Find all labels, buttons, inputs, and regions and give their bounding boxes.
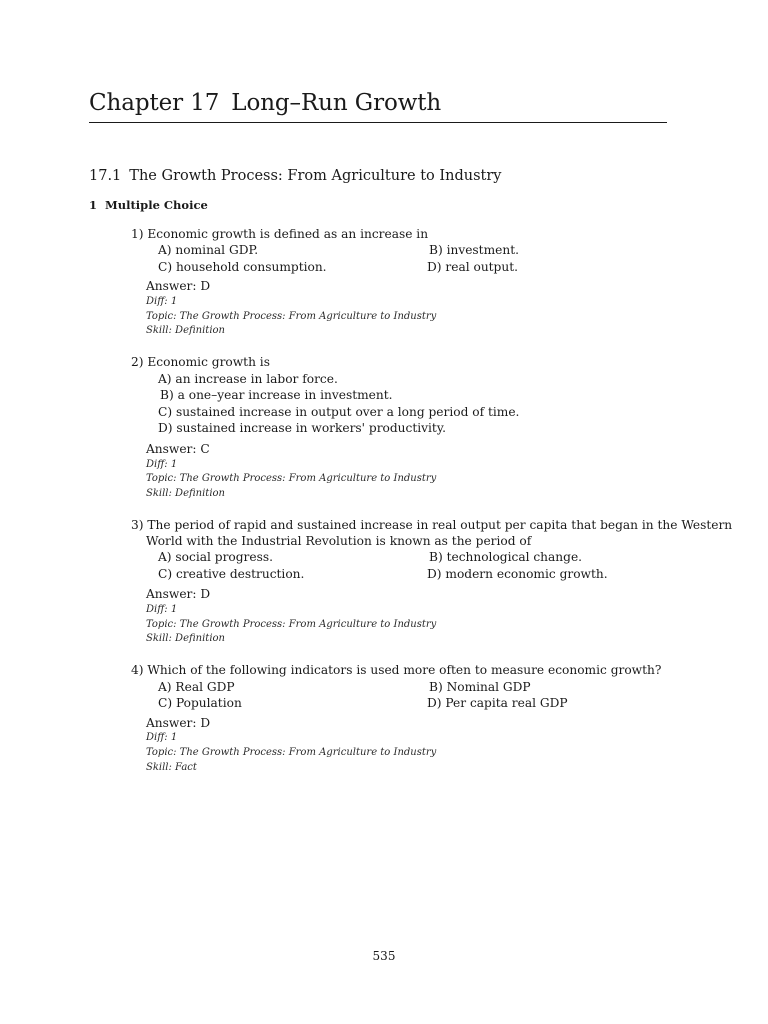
question-stem: 4) Which of the following indicators is used more often to measure economic growth?	[131, 663, 662, 677]
page-number: 535	[372, 949, 396, 963]
option-c: C) household consumption.	[158, 260, 327, 274]
option-b: B) investment.	[429, 243, 519, 257]
chapter-title	[89, 90, 441, 116]
option-d: D) sustained increase in workers' productivity.	[158, 421, 446, 435]
option-c: C) sustained increase in output over a long period of time.	[158, 405, 520, 419]
section-name: The Growth Process: From Agriculture to Industry	[129, 168, 502, 184]
skill: Skill: Definition	[146, 325, 225, 336]
answer: Answer: D	[146, 716, 211, 730]
option-c: C) creative destruction.	[158, 567, 305, 581]
section-title	[89, 168, 501, 184]
title-rule	[89, 122, 667, 123]
option-b: B) Nominal GDP	[429, 680, 531, 694]
question-stem: 2) Economic growth is	[131, 355, 270, 369]
subsection-title	[89, 198, 208, 212]
difficulty: Diff: 1	[146, 604, 178, 615]
subsection-number: 1	[89, 198, 98, 212]
topic: Topic: The Growth Process: From Agriculture to Industry	[146, 747, 437, 758]
option-a: A) nominal GDP.	[158, 243, 259, 257]
answer: Answer: D	[146, 587, 211, 601]
skill: Skill: Fact	[146, 762, 197, 773]
option-d: D) Per capita real GDP	[427, 696, 568, 710]
topic: Topic: The Growth Process: From Agriculture to Industry	[146, 473, 437, 484]
chapter-name: Long–Run Growth	[231, 90, 442, 116]
section-number: 17.1	[89, 168, 122, 184]
answer: Answer: C	[146, 442, 210, 456]
question-stem-line-2: World with the Industrial Revolution is known as the period of	[146, 534, 532, 548]
option-d: D) real output.	[427, 260, 518, 274]
option-a: A) social progress.	[158, 550, 273, 564]
option-b: B) technological change.	[429, 550, 583, 564]
topic: Topic: The Growth Process: From Agriculture to Industry	[146, 311, 437, 322]
difficulty: Diff: 1	[146, 732, 178, 743]
option-b: B) a one–year increase in investment.	[160, 388, 393, 402]
skill: Skill: Definition	[146, 633, 225, 644]
question-stem: 1) Economic growth is defined as an increase in	[131, 227, 429, 241]
topic: Topic: The Growth Process: From Agriculture to Industry	[146, 619, 437, 630]
difficulty: Diff: 1	[146, 296, 178, 307]
option-a: A) an increase in labor force.	[158, 372, 338, 386]
answer: Answer: D	[146, 279, 211, 293]
option-d: D) modern economic growth.	[427, 567, 608, 581]
option-c: C) Population	[158, 696, 242, 710]
subsection-name: Multiple Choice	[105, 198, 208, 212]
chapter-number: Chapter 17	[89, 90, 220, 116]
option-a: A) Real GDP	[158, 680, 235, 694]
difficulty: Diff: 1	[146, 459, 178, 470]
skill: Skill: Definition	[146, 488, 225, 499]
question-stem-line-1: 3) The period of rapid and sustained increase in real output per capita that began in the Western	[131, 518, 733, 532]
